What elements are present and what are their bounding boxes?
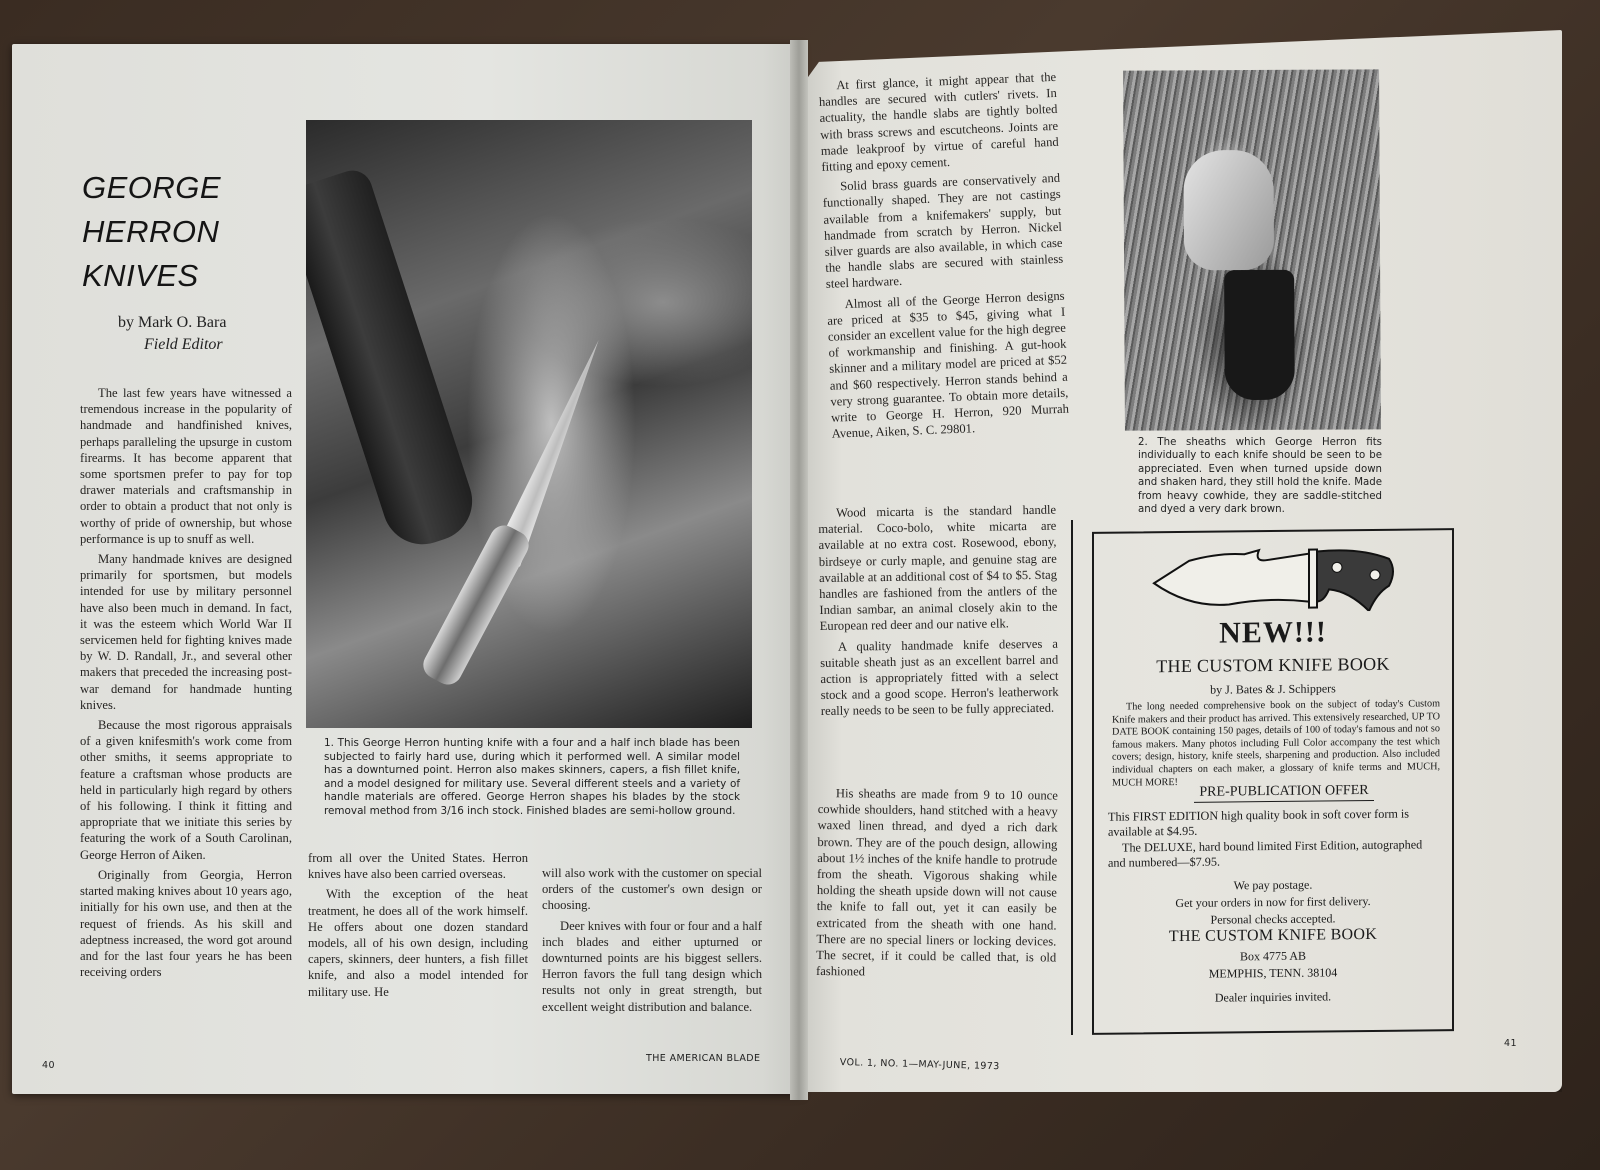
- ad-address-line: MEMPHIS, TENN. 38104: [1208, 965, 1338, 981]
- article-column-1: [80, 385, 292, 984]
- byline: [118, 312, 226, 356]
- ad-postage-info: [1094, 875, 1452, 930]
- page-gutter: [790, 40, 808, 1100]
- author-name: by Mark O. Bara: [118, 314, 227, 331]
- title-line: GEORGE: [82, 170, 222, 205]
- paragraph: Because the most rigorous appraisals of a given knifesmith's work come from other smiths, it seems appropriate to feature a craftsman whose products are held in particularly high regard by others of his following. I think it fitting and appropriate that we initiate this series by featuring the work of a South Carolinan, George Herron of Aiken.: [80, 718, 292, 862]
- ad-offer-heading: PRE-PUBLICATION OFFER: [1194, 783, 1374, 803]
- paragraph: Originally from Georgia, Herron started making knives about 10 years ago, initially for his own use, and then at the request of friends. As his skill and adeptness increased, the word got around and for the last four years he has been receiving orders: [80, 867, 292, 980]
- book-advertisement: [1092, 528, 1454, 1035]
- page-number-right: 41: [1504, 1038, 1517, 1049]
- ad-headline: NEW!!!: [1219, 615, 1327, 650]
- paragraph: from all over the United States. Herron knives have also been carried overseas.: [308, 851, 528, 882]
- author-role: Field Editor: [144, 336, 223, 353]
- handle-shape: [418, 521, 533, 690]
- knife-photo: [306, 120, 752, 728]
- title-line: HERRON: [82, 214, 220, 249]
- ad-company-name: THE CUSTOM KNIFE BOOK: [1168, 925, 1378, 946]
- title-line: KNIVES: [82, 258, 199, 293]
- paragraph: will also work with the customer on special orders of the customer's own design or choosing.: [542, 866, 762, 913]
- ad-first-edition: This FIRST EDITION high quality book in soft cover form is available at $4.95.: [1108, 806, 1410, 839]
- paragraph: The last few years have witnessed a tremendous increase in the popularity of handmade and handfinished knives, perhaps paralleling the upsurge in custom firearms. It has become apparent that some sportsmen prefer to pay for top drawer materials and craftsmanship in order to obtain a product that not only is worthy of pride of ownership, but whose performance is up to snuff as well.: [80, 386, 292, 546]
- paragraph: With the exception of the heat treatment, he does all of the work himself. He offers about one dozen standard models, all of his own design, including capers, skinners, deer hunters, a fish fillet knife, and also a model intended for military use. He: [308, 887, 528, 999]
- ad-address-line: Box 4775 AB: [1239, 948, 1306, 964]
- paragraph: His sheaths are made from 9 to 10 ounce cowhide shoulders, hand stitched with a heavy waxed linen thread, and dyed a rich dark brown. They are of the pouch design, allowing about 1½ inches of the knife handle to protrude from the sheath. Vigorous shaking while holding the sheath upside down will not cause the knife to fall out, yet it can easily be extricated from the sheath with one hand. There are no special liners or locking devices. The secret, if it could be called that, is old fashioned: [815, 786, 1058, 979]
- ad-line: We pay postage.: [1233, 877, 1313, 893]
- sheath-photo: [1123, 69, 1381, 430]
- paragraph: Many handmade knives are designed primarily for sportsmen, but models intended for use by military personnel have also been much in demand. In fact, it was the esteem which World War II servicemen held for fighting knives made by W. D. Randall, Jr., and several other makers that preceded the increasing post-war demand for handmade hunting knives.: [80, 552, 292, 712]
- article-title: [82, 166, 282, 298]
- ad-authors: by J. Bates & J. Schippers: [1210, 681, 1336, 697]
- paragraph: Wood micarta is the standard handle material. Coco-bolo, white micarta are available at no extra cost. Rosewood, ebony, birdseye or curly maple, and genuine stag are available at an additional cost of $4 to $5. Stag handles are fashioned from the antlers of the Indian sambar, an animal closely akin to the European red deer and our native elk.: [818, 502, 1058, 634]
- issue-info: VOL. 1, NO. 1—MAY-JUNE, 1973: [839, 1057, 1000, 1073]
- ad-line: Personal checks accepted.: [1210, 911, 1336, 927]
- ad-line: Get your orders in now for first delivery.: [1175, 893, 1371, 911]
- paragraph: Deer knives with four or four and a half inch blades and either upturned or downturned points are his biggest sellers. Herron favors the full tang design which results not only in great strength, but excellent weight distribution and balance.: [542, 918, 762, 1014]
- paragraph: At first glance, it might appear that the handles are secured with cutlers' rivets. In actuality, the handle slabs are tightly bolted with brass screws and escutcheons. Joints are made leakproof by virtue of careful hand fitting and epoxy cement.: [818, 69, 1059, 174]
- paragraph: Almost all of the George Herron designs are priced at $35 to $45, giving what I consider an excellent value for the high degree of workmanship and finishing. A gut-hook skinner and a military model are priced at $52 and $60 respectively. Herron stands behind a very strong guarantee. To obtain more details, write to George H. Herron, 920 Murrah Avenue, Aiken, S. C. 29801.: [827, 288, 1070, 441]
- ad-deluxe-edition: The DELUXE, hard bound limited First Edition, autographed and numbered—$7.95.: [1108, 837, 1423, 870]
- article-column-3: [542, 865, 762, 1019]
- photo-caption-2: 2. The sheaths which George Herron fits individually to each knife should be seen to be appreciated. Even when turned upside down and shaken hard, they still hold the knife. Made from heavy cowhide, they are saddle-stitched and dyed a very dark brown.: [1138, 437, 1382, 516]
- ad-address: [1094, 946, 1452, 984]
- article-column-5: [818, 502, 1059, 724]
- paragraph: Solid brass guards are conservatively and functionally shaped. They are not castings available from a knifemakers' supply, but handmade from scratch by Herron. Nickel silver guards are also available, in which case the handle slabs are secured with stainless steel hardware.: [822, 171, 1064, 292]
- article-column-6: [816, 785, 1058, 986]
- paragraph: A quality handmade knife deserves a suitable sheath just as an excellent barrel and action is appropriately fitted with a select stock and a good scope. Herron's leatherwork really needs to be seen to be fully appreciated.: [820, 636, 1059, 719]
- column-divider: [1071, 520, 1073, 1035]
- hand-shape: [1183, 150, 1274, 270]
- article-column-4: [818, 69, 1070, 446]
- magazine-name: THE AMERICAN BLADE: [646, 1053, 761, 1064]
- ad-description: The long needed comprehensive book on the subject of today's Custom Knife makers and their product has arrived. This extensively researched, UP TO DATE BOOK containing 150 pages, details of 100 of today's famous and not so famous makers. Many photos including Full Color accompany the test which covers; design, history, knife steels, sharpening and production. Also included individual chapters on each maker, a glossary of knife terms and MUCH, MUCH MORE!: [1112, 698, 1440, 789]
- sheath-shape: [1224, 270, 1295, 400]
- ad-book-title: THE CUSTOM KNIFE BOOK: [1156, 653, 1390, 677]
- page-number-left: 40: [42, 1060, 55, 1071]
- photo-caption-1: 1. This George Herron hunting knife with a four and a half inch blade has been subjected to fairly hard use, during which it performed well. A similar model has a downturned point. Herron also makes skinners, capers, a fish fillet knife, and a model designed for military use. Several different steels and a variety of handle materials are offered. George Herron shapes his blades by the stock removal method from 3/16 inch stock. Finished blades are semi-hollow ground.: [324, 737, 740, 817]
- sheath-shape: [306, 165, 483, 554]
- knife-illustration-icon: [1149, 541, 1399, 614]
- article-column-2: [308, 850, 528, 1004]
- ad-dealer-note: Dealer inquiries invited.: [1214, 989, 1332, 1005]
